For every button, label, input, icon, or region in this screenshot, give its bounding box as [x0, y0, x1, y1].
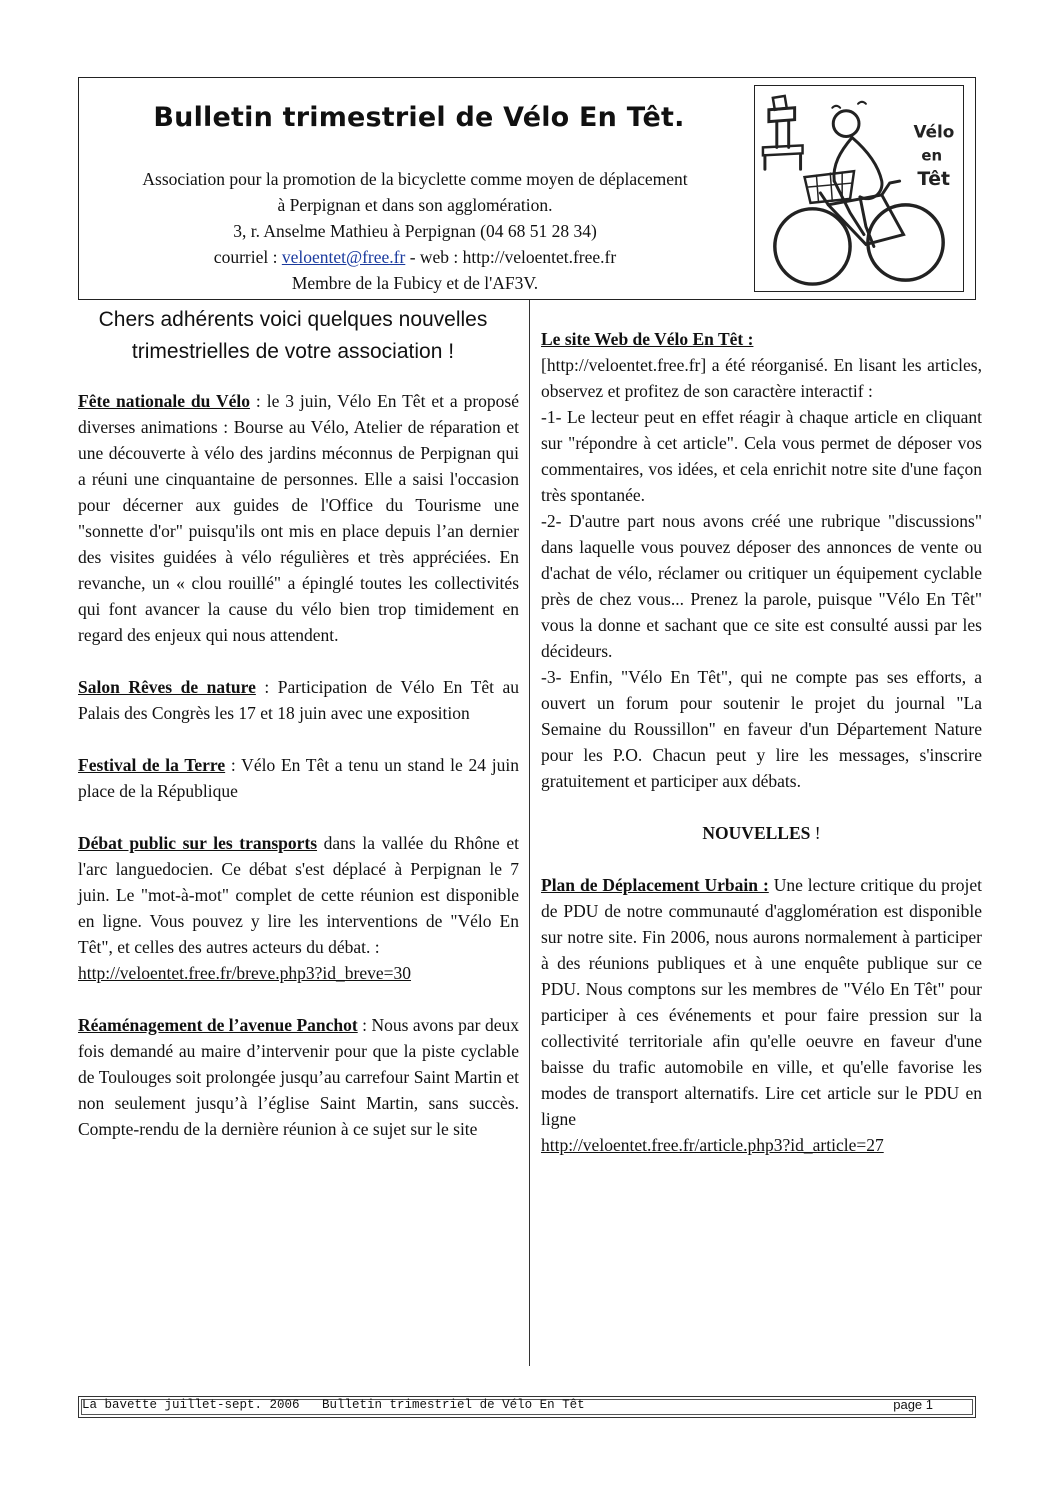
- site-paragraph-2: -2- D'autre part nous avons créé une rubrique "discussions" dans laquelle vous pouvez déposer des annonces de vente ou d'achat de vélo, réclamer ou critiquer un équipement cyclable près de chez vous... Prenez la parole, puisque "Vélo En Têt" vous la donne et sachant que ce site est consulté aussi par les décideurs.: [541, 511, 982, 661]
- page-footer: [78, 1396, 976, 1418]
- left-column: [78, 304, 519, 1168]
- site-paragraph-1: -1- Le lecteur peut en effet réagir à chaque article en cliquant sur "répondre à cet article". Cela vous permet de déposer vos commentaires, vos idées, et cela enrichit notre site d'une façon très spontanée.: [541, 407, 982, 505]
- article-festival: [78, 752, 519, 804]
- right-column: [541, 304, 982, 1158]
- nouvelles-heading: [541, 820, 982, 846]
- velo-en-tet-logo: [754, 85, 964, 292]
- article-heading: Festival de la Terre: [78, 755, 226, 775]
- bulletin-title: Bulletin trimestriel de Vélo En Têt.: [153, 102, 685, 133]
- breve-link[interactable]: http://veloentet.free.fr/breve.php3?id_breve=30: [78, 963, 412, 983]
- nouvelles-bang: !: [810, 823, 821, 843]
- article-salon: [78, 674, 519, 726]
- article-panchot: [78, 1012, 519, 1142]
- article-text: : Nous avons par deux fois demandé au maire d’intervenir pour que la piste cyclable de Toulouges soit prolongée jusqu’au carrefour Saint Martin et non seulement jusqu’à l’église Saint Martin, sans succès. Compte-rendu de la dernière réunion à ce sujet sur le site: [78, 1015, 519, 1139]
- article-heading: Plan de Déplacement Urbain :: [541, 875, 769, 895]
- contact-line: [79, 244, 751, 270]
- web-address: - web : http://veloentet.free.fr: [405, 247, 617, 267]
- association-description: Association pour la promotion de la bicyclette comme moyen de déplacement: [142, 169, 688, 189]
- membership-line: Membre de la Fubicy et de l'AF3V.: [291, 273, 539, 293]
- article-text: : le 3 juin, Vélo En Têt et a proposé diverses animations : Bourse au Vélo, Atelier de réparation et une découverte à vélo des jardins méconnus de Perpignan qui a réuni une cinquantaine de personnes. Elle a saisi l'occasion pour décerner aux guides de l'Office du Tourisme une "sonnette d'or" puisqu'ils ont mis en place depuis l’an dernier des visites guidées à vélo régulières et très appréciées. En revanche, un « clou rouillé" a épinglé toutes les collectivités qui font avancer la cause du vélo bien trop timidement en regard des enjeux qui nous attendent.: [78, 391, 519, 645]
- association-info: [79, 166, 751, 296]
- cyclist-logo-icon: [755, 86, 963, 291]
- courriel-label: courriel :: [213, 247, 282, 267]
- logo-word-tet: Têt: [917, 169, 951, 191]
- article-pdu: [541, 872, 982, 1158]
- nouvelles-label: NOUVELLES: [702, 823, 811, 843]
- article-text: dans la vallée du Rhône et l'arc languedocien. Ce débat s'est déplacé à Perpignan le 7 juin. Le "mot-à-mot" complet de cette réunion est disponible en ligne. Vous pouvez y lire les interventions de "Vélo En Têt", et celles des autres acteurs du débat. :: [78, 833, 519, 957]
- association-location: à Perpignan et dans son agglomération.: [277, 195, 553, 215]
- pdu-article-link[interactable]: http://veloentet.free.fr/article.php3?id_article=27: [541, 1135, 884, 1155]
- site-paragraph-intro: [http://veloentet.free.fr] a été réorganisé. En lisant les articles, observez et profitez de son caractère interactif :: [541, 355, 982, 401]
- logo-word-en: en: [921, 146, 943, 165]
- article-heading: Réaménagement de l’avenue Panchot: [78, 1015, 358, 1035]
- article-text: : Vélo En Têt a tenu un stand le 24 juin place de la République: [78, 755, 519, 801]
- association-address: 3, r. Anselme Mathieu à Perpignan (04 68 51 28 34): [233, 221, 597, 241]
- email-link[interactable]: veloentet@free.fr: [281, 247, 406, 267]
- article-heading: Débat public sur les transports: [78, 833, 318, 853]
- article-heading: Le site Web de Vélo En Têt :: [541, 329, 754, 349]
- page-number: page 1: [893, 1397, 933, 1412]
- article-text: Une lecture critique du projet de PDU de notre communauté d'agglomération est disponible sur notre site. Fin 2006, nous aurons normalement à participer à des réunions publiques et à une enquête publique sur ce PDU. Nous comptons sur les membres de "Vélo En Têt" pour participer à ces événements et pour faire pression sur la collectivité territoriale afin qu'elle oeuvre en faveur d'une baisse du trafic automobile en ville, et qu'elle favorise les modes de transport alternatifs. Lire cet article sur le PDU en ligne: [541, 875, 982, 1129]
- masthead: [78, 77, 976, 300]
- article-site-web: [541, 326, 982, 352]
- site-paragraph-3: -3- Enfin, "Vélo En Têt", qui ne compte pas ses efforts, a ouvert un forum pour soutenir le projet du journal "La Semaine du Roussillon" en faveur d'un Département Nature pour les P.O. Chacun peut y lire les messages, s'inscrire gratuitement et participer aux débats.: [541, 667, 982, 791]
- article-heading: Fête nationale du Vélo: [78, 391, 251, 411]
- article-debat: [78, 830, 519, 986]
- article-text: : Participation de Vélo En Têt au Palais des Congrès les 17 et 18 juin avec une exposition: [78, 677, 519, 723]
- intro-heading: Chers adhérents voici quelques nouvelles trimestrielles de votre association !: [98, 308, 488, 363]
- article-fete-velo: [78, 388, 519, 648]
- logo-word-velo: Vélo: [913, 121, 955, 142]
- footer-publication: La bavette juillet-sept. 2006 Bulletin trimestriel de Vélo En Têt: [82, 1398, 585, 1412]
- column-divider: [529, 300, 530, 1366]
- article-heading: Salon Rêves de nature: [78, 677, 256, 697]
